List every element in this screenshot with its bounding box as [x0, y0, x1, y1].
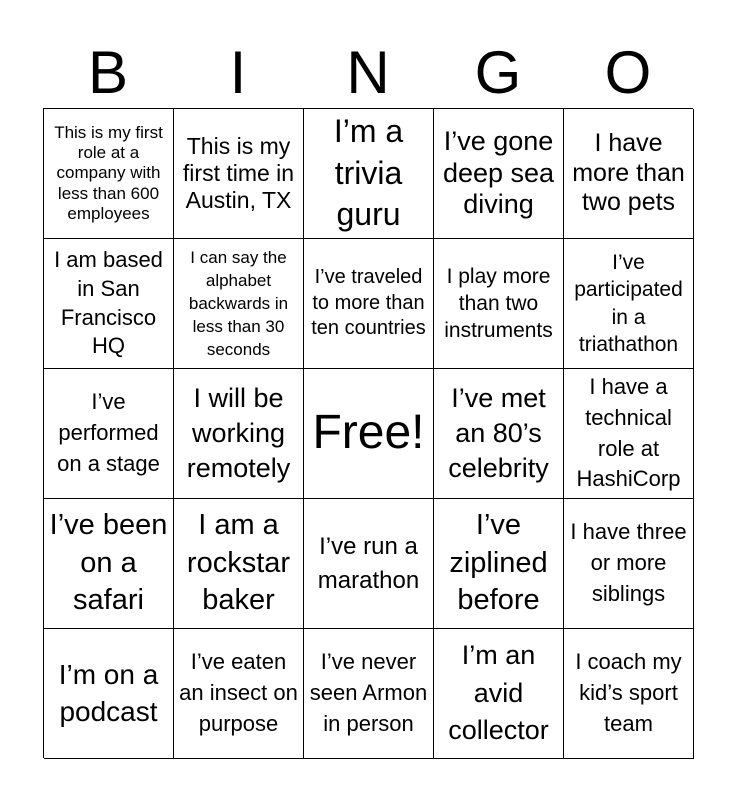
bingo-cell[interactable]: I can say the alphabet backwards in less than 30 seconds [174, 239, 304, 369]
bingo-cell[interactable]: I have a technical role at HashiCorp [564, 369, 694, 499]
bingo-cell[interactable]: I’m a trivia guru [304, 109, 434, 239]
bingo-cell[interactable]: I’ve traveled to more than ten countries [304, 239, 434, 369]
bingo-cell[interactable]: I coach my kid’s sport team [564, 629, 694, 759]
header-letter-g: G [474, 39, 522, 106]
header-letter-n: N [346, 39, 390, 106]
bingo-cell[interactable]: I am a rockstar baker [174, 499, 304, 629]
bingo-cell[interactable]: I have three or more siblings [564, 499, 694, 629]
bingo-cell[interactable]: I’ve been on a safari [44, 499, 174, 629]
bingo-cell[interactable]: I’ve met an 80’s celebrity [434, 369, 564, 499]
bingo-cell[interactable]: I’ve run a marathon [304, 499, 434, 629]
bingo-cell[interactable]: I’ve participated in a triathathon [564, 239, 694, 369]
bingo-cell[interactable]: I am based in San Francisco HQ [44, 239, 174, 369]
bingo-cell[interactable]: I’ve gone deep sea diving [434, 109, 564, 239]
bingo-cell[interactable]: I’ve never seen Armon in person [304, 629, 434, 759]
bingo-header [43, 38, 693, 108]
header-letter-i: I [229, 39, 247, 106]
free-space[interactable]: Free! [304, 369, 434, 499]
bingo-cell[interactable]: This is my first time in Austin, TX [174, 109, 304, 239]
bingo-cell[interactable]: I’m an avid collector [434, 629, 564, 759]
bingo-cell[interactable]: I’ve ziplined before [434, 499, 564, 629]
bingo-cell[interactable]: I have more than two pets [564, 109, 694, 239]
bingo-cell[interactable]: This is my first role at a company with less than 600 employees [44, 109, 174, 239]
bingo-board [43, 108, 693, 758]
bingo-cell[interactable]: I’m on a podcast [44, 629, 174, 759]
bingo-cell[interactable]: I’ve performed on a stage [44, 369, 174, 499]
header-letter-o: O [604, 39, 652, 106]
bingo-cell[interactable]: I will be working remotely [174, 369, 304, 499]
bingo-cell[interactable]: I’ve eaten an insect on purpose [174, 629, 304, 759]
bingo-cell[interactable]: I play more than two instruments [434, 239, 564, 369]
header-letter-b: B [87, 39, 129, 106]
